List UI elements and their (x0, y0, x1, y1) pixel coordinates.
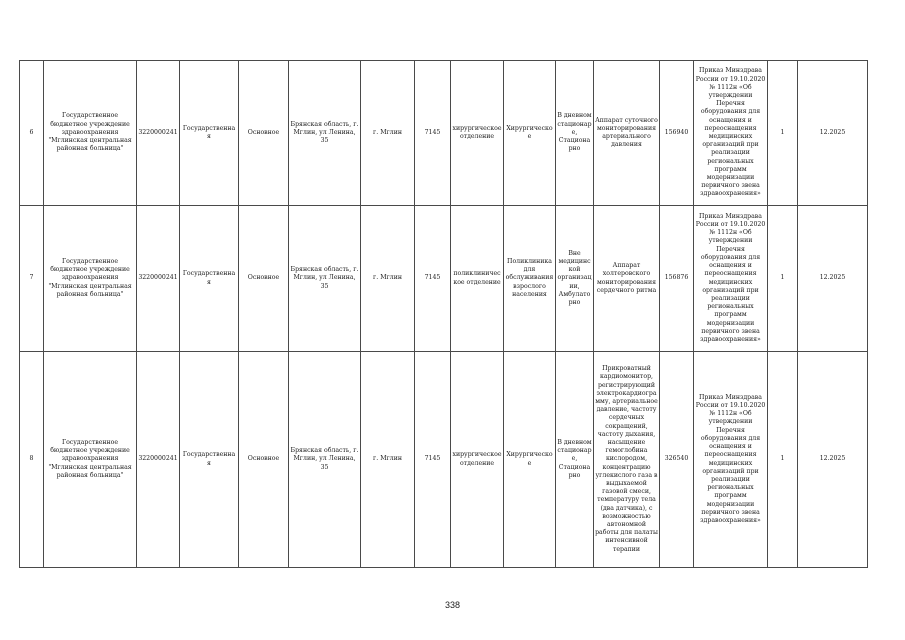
equipment-name-text: Прикроватный кардиомонитор, регистрирующий электрокардиограмму, артериальное давление, частоту сердечных сокращений, частоту дыхания, насыщение гемоглобина кислородом, концентрацию углекислого газа в выдыхаемой газовой смеси, температуру тела (два датчика), с возможностью автономной работы для палаты интенсивной терапии (595, 365, 658, 553)
deadline: 12.2025 (798, 352, 868, 568)
department: хирургическое отделение (451, 61, 504, 206)
row-number: 8 (20, 352, 44, 568)
row-number: 6 (20, 61, 44, 206)
equipment-cost: 156876 (660, 206, 694, 352)
locality-code: 7145 (415, 352, 451, 568)
facility-status: Основное (239, 61, 289, 206)
quantity: 1 (768, 61, 798, 206)
equipment-cost: 156940 (660, 61, 694, 206)
table-row (20, 61, 868, 206)
quantity: 1 (768, 206, 798, 352)
equipment-cost: 326540 (660, 352, 694, 568)
facility-address: Брянская область, г. Мглин, ул Ленина, 35 (289, 352, 361, 568)
settlement: г. Мглин (361, 61, 415, 206)
organization-name: Государственное бюджетное учреждение здравоохранения "Мглинская центральная районная больница" (44, 352, 137, 568)
ownership-form: Государственная (180, 352, 239, 568)
organization-name: Государственное бюджетное учреждение здравоохранения "Мглинская центральная районная больница" (44, 61, 137, 206)
department: поликлиническое отделение (451, 206, 504, 352)
equipment-name: Аппарат холтеровского мониторирования сердечного ритма (594, 206, 660, 352)
care-conditions: Вне медицинской организации, Амбулаторно (556, 206, 594, 352)
facility-address: Брянская область, г. Мглин, ул Ленина, 35 (289, 206, 361, 352)
equipment-name (594, 352, 660, 568)
settlement: г. Мглин (361, 206, 415, 352)
profile: Хирургическое (504, 61, 556, 206)
table-row (20, 206, 868, 352)
legal-basis: Приказ Минздрава России от 19.10.2020 № 1112н «Об утверждении Перечня оборудования для оснащения и переоснащения медицинских организаций при реализации региональных программ модернизации первичного звена здравоохранения» (694, 61, 768, 206)
legal-basis: Приказ Минздрава России от 19.10.2020 № 1112н «Об утверждении Перечня оборудования для оснащения и переоснащения медицинских организаций при реализации региональных программ модернизации первичного звена здравоохранения» (694, 352, 768, 568)
table-row (20, 352, 868, 568)
profile: Хирургическое (504, 352, 556, 568)
inn-code: 3220000241 (137, 61, 180, 206)
facility-address: Брянская область, г. Мглин, ул Ленина, 35 (289, 61, 361, 206)
locality-code: 7145 (415, 61, 451, 206)
locality-code: 7145 (415, 206, 451, 352)
equipment-name: Аппарат суточного мониторирования артериального давления (594, 61, 660, 206)
facility-status: Основное (239, 352, 289, 568)
row-number: 7 (20, 206, 44, 352)
deadline: 12.2025 (798, 61, 868, 206)
facility-status: Основное (239, 206, 289, 352)
page-number: 338 (444, 600, 461, 610)
quantity: 1 (768, 352, 798, 568)
deadline: 12.2025 (798, 206, 868, 352)
equipment-table (19, 60, 868, 568)
care-conditions: В дневном стационаре, Стационарно (556, 61, 594, 206)
profile: Поликлиника для обслуживания взрослого населения (504, 206, 556, 352)
settlement: г. Мглин (361, 352, 415, 568)
care-conditions: В дневном стационаре, Стационарно (556, 352, 594, 568)
legal-basis: Приказ Минздрава России от 19.10.2020 № 1112н «Об утверждении Перечня оборудования для оснащения и переоснащения медицинских организаций при реализации региональных программ модернизации первичного звена здравоохранения» (694, 206, 768, 352)
ownership-form: Государственная (180, 61, 239, 206)
department: хирургическое отделение (451, 352, 504, 568)
inn-code: 3220000241 (137, 206, 180, 352)
organization-name: Государственное бюджетное учреждение здравоохранения "Мглинская центральная районная больница" (44, 206, 137, 352)
inn-code: 3220000241 (137, 352, 180, 568)
ownership-form: Государственная (180, 206, 239, 352)
